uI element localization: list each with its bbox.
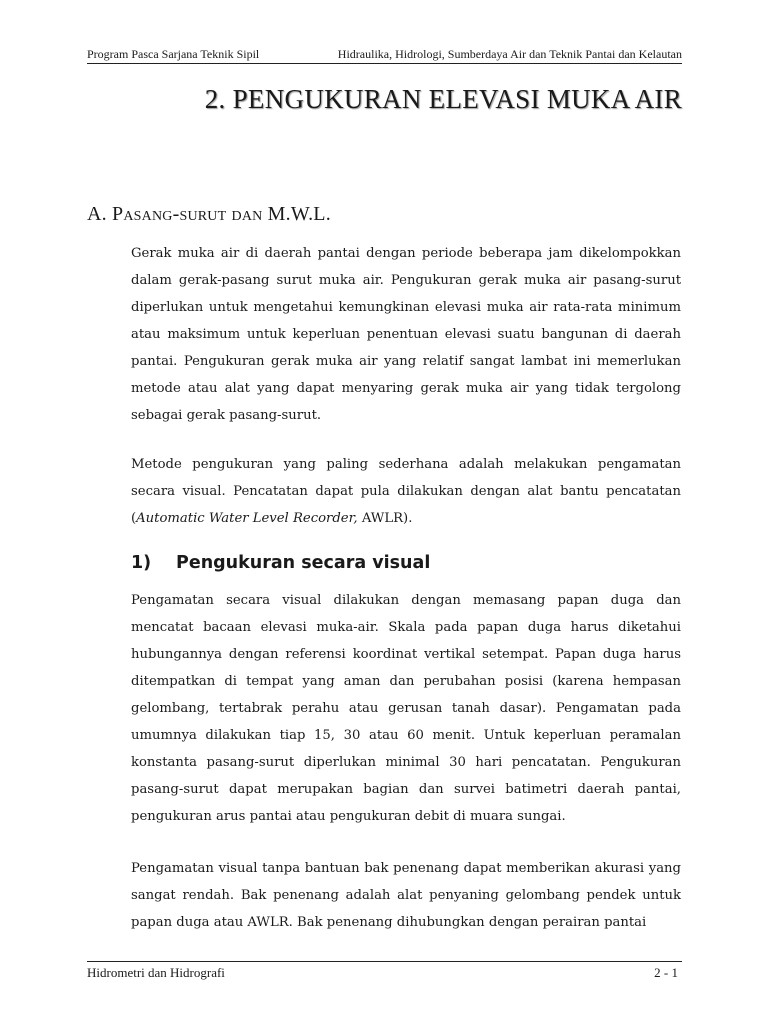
subsection-title bbox=[131, 553, 430, 573]
paragraph-visual-observation: Pengamatan secara visual dilakukan dengan memasang papan duga dan mencatat bacaan elevasi muka-air. Skala pada papan duga harus diketahui hubungannya dengan referensi koordinat vertikal setempat. Papan duga harus ditempatkan di tempat yang aman dan perubahan posisi (karena hempasan gelombang, tertabrak perahu atau gerusan tanah dasar). Pengamatan pada umumnya dilakukan tiap 15, 30 atau 60 menit. Untuk keperluan peramalan konstanta pasang-surut diperlukan minimal 30 hari pencatatan. Pengukuran pasang-surut dapat merupakan bagian dan survei batimetri daerah pantai, pengukuran arus pantai atau pengukuran debit di muara sungai. bbox=[131, 593, 681, 824]
subsection-heading: Pengukuran secara visual bbox=[176, 553, 431, 573]
paragraph-methods-end: AWLR). bbox=[357, 511, 413, 526]
footer-subject: Hidrometri dan Hidrografi bbox=[87, 965, 225, 980]
page-number: 2 - 1 bbox=[654, 965, 678, 980]
subsection-number: 1) bbox=[131, 553, 152, 573]
paragraph-methods bbox=[131, 451, 681, 532]
paragraph-methods-text: Metode pengukuran yang paling sederhana adalah melakukan pengamatan secara visual. Pencatatan dapat pula dilakukan dengan alat bantu pencatatan ( bbox=[131, 457, 681, 526]
section-title: A. Pasang-surut dan M.W.L. bbox=[87, 203, 331, 225]
awlr-term: Automatic Water Level Recorder, bbox=[136, 511, 358, 526]
chapter-title: 2. PENGUKURAN ELEVASI MUKA AIR bbox=[204, 84, 682, 114]
paragraph-stilling-well: Pengamatan visual tanpa bantuan bak penenang dapat memberikan akurasi yang sangat rendah. Bak penenang adalah alat penyaning gelombang pendek untuk papan duga atau AWLR. Bak penenang dihubungkan dengan perairan pantai bbox=[131, 861, 681, 930]
page-footer bbox=[87, 961, 682, 981]
header-course: Hidraulika, Hidrologi, Sumberdaya Air dan Teknik Pantai dan Kelautan bbox=[337, 47, 682, 61]
page-header bbox=[87, 47, 682, 64]
header-program: Program Pasca Sarjana Teknik Sipil bbox=[87, 47, 260, 61]
paragraph-tides-intro: Gerak muka air di daerah pantai dengan periode beberapa jam dikelompokkan dalam gerak-pasang surut muka air. Pengukuran gerak muka air pasang-surut diperlukan untuk mengetahui kemungkinan elevasi muka air rata-rata minimum atau maksimum untuk keperluan penentuan elevasi suatu bangunan di daerah pantai. Pengukuran gerak muka air yang relatif sangat lambat ini memerlukan metode atau alat yang dapat menyaring gerak muka air yang tidak tergolong sebagai gerak pasang-surut. bbox=[131, 246, 681, 423]
